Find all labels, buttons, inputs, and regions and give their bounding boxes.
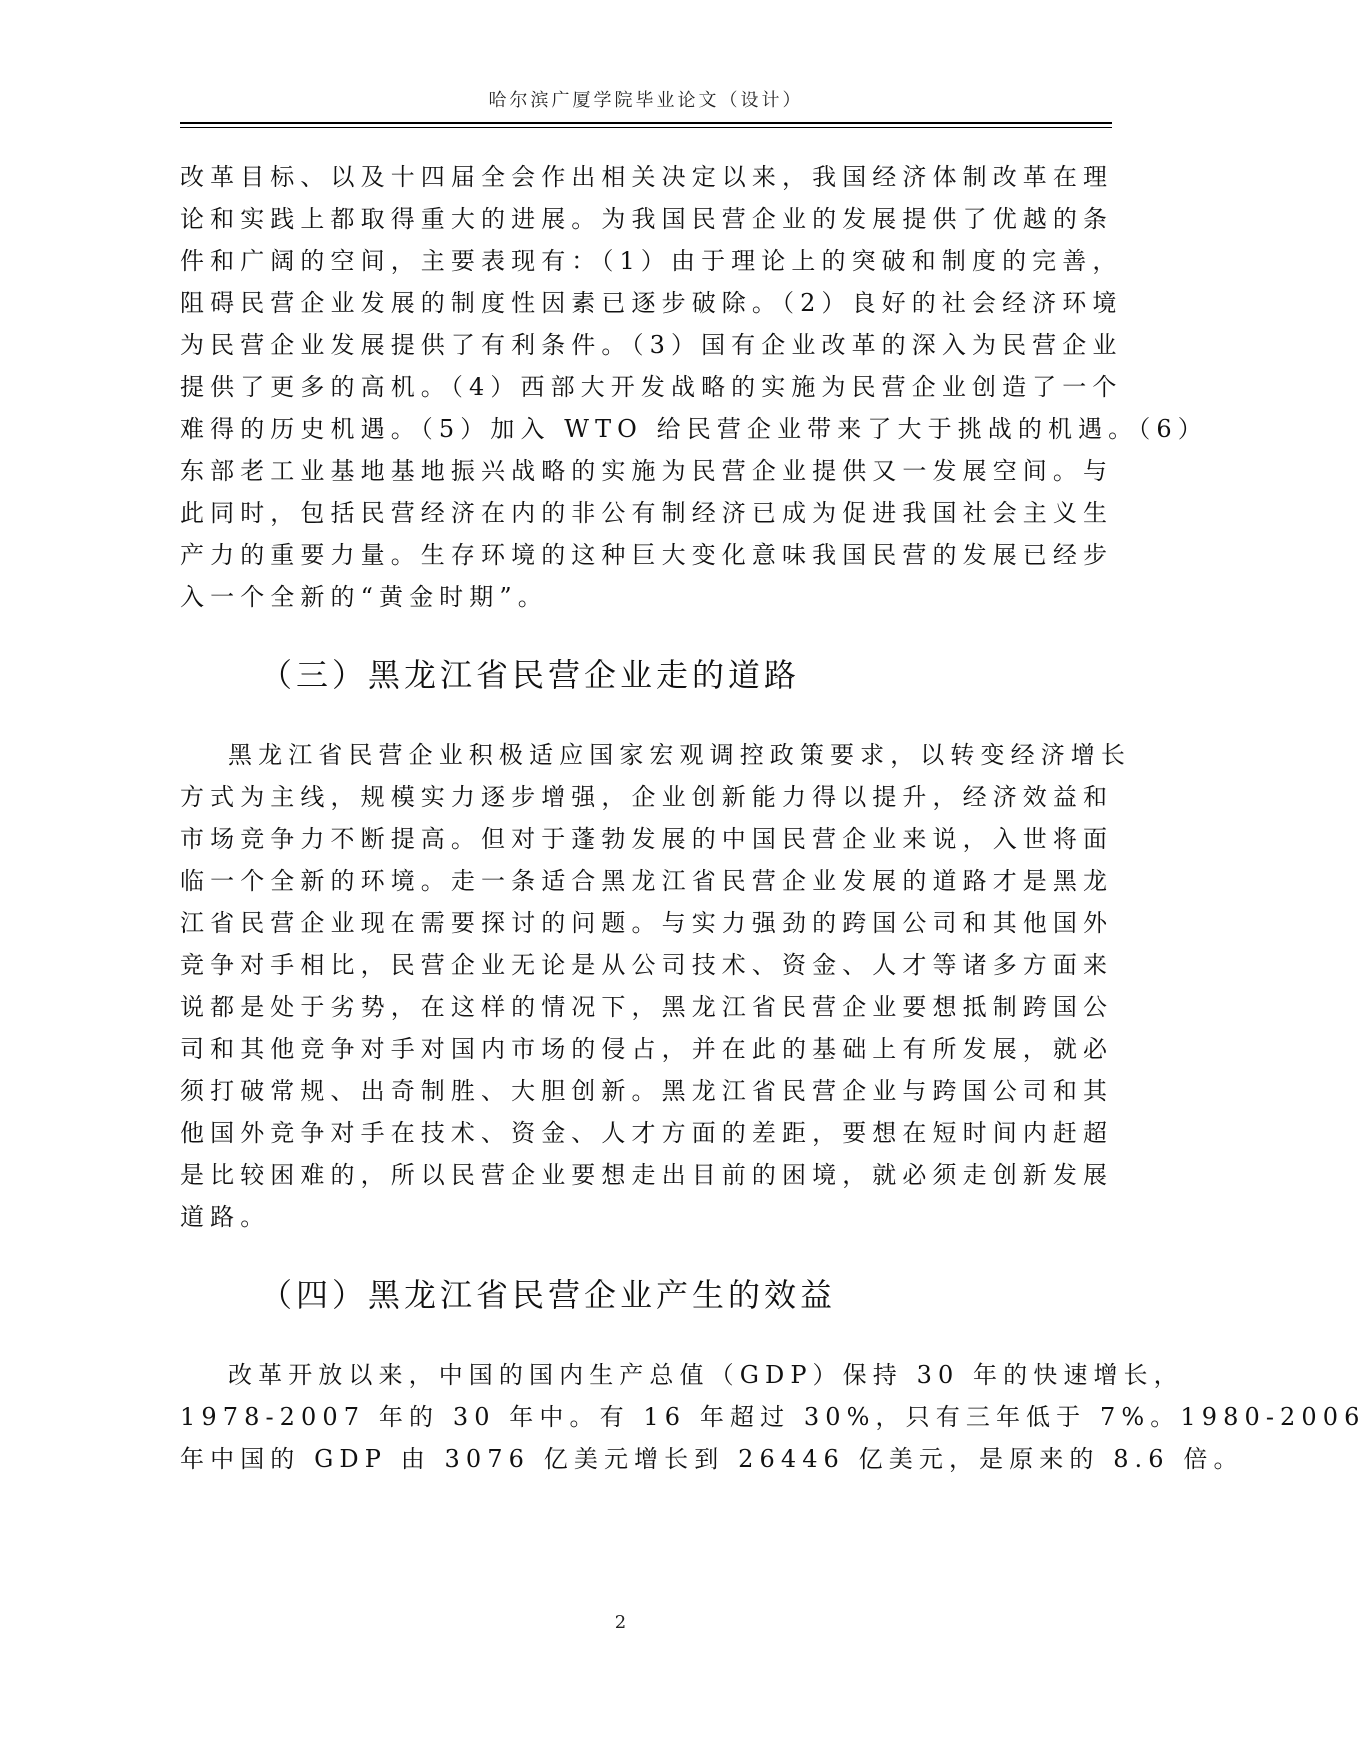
running-header: 哈尔滨广厦学院毕业论文（设计） bbox=[488, 90, 804, 111]
text-line: 是比较困难的，所以民营企业要想走出目前的困境，就必须走创新发展 bbox=[180, 1161, 1114, 1189]
section-heading-3: （三）黑龙江省民营企业走的道路 bbox=[260, 656, 801, 694]
text-line: 提供了更多的高机。（4）西部大开发战略的实施为民营企业创造了一个 bbox=[180, 373, 1123, 401]
text-line: 东部老工业基地基地振兴战略的实施为民营企业提供又一发展空间。与 bbox=[180, 457, 1114, 485]
text-line: 此同时，包括民营经济在内的非公有制经济已成为促进我国社会主义生 bbox=[180, 499, 1114, 527]
text-line: 件和广阔的空间，主要表现有：（1）由于理论上的突破和制度的完善， bbox=[180, 247, 1123, 275]
text-line: 论和实践上都取得重大的进展。为我国民营企业的发展提供了优越的条 bbox=[180, 205, 1114, 233]
header-rule-thin bbox=[180, 127, 1112, 128]
section-3-paragraph bbox=[180, 734, 1131, 1238]
section-4-paragraph bbox=[180, 1354, 1366, 1480]
text-line: 竞争对手相比，民营企业无论是从公司技术、资金、人才等诸多方面来 bbox=[180, 951, 1114, 979]
text-line: 道路。 bbox=[180, 1203, 271, 1231]
text-line: 司和其他竞争对手对国内市场的侵占，并在此的基础上有所发展，就必 bbox=[180, 1035, 1114, 1063]
text-line: 改革目标、以及十四届全会作出相关决定以来，我国经济体制改革在理 bbox=[180, 163, 1114, 191]
section-heading-4: （四）黑龙江省民营企业产生的效益 bbox=[260, 1276, 837, 1314]
intro-paragraph bbox=[180, 156, 1208, 618]
text-line: 入一个全新的“黄金时期”。 bbox=[180, 583, 548, 611]
text-line: 须打破常规、出奇制胜、大胆创新。黑龙江省民营企业与跨国公司和其 bbox=[180, 1077, 1114, 1105]
text-line: 阻碍民营企业发展的制度性因素已逐步破除。（2）良好的社会经济环境 bbox=[180, 289, 1123, 317]
header-rule-thick bbox=[180, 122, 1112, 124]
text-line: 临一个全新的环境。走一条适合黑龙江省民营企业发展的道路才是黑龙 bbox=[180, 867, 1114, 895]
text-line: 江省民营企业现在需要探讨的问题。与实力强劲的跨国公司和其他国外 bbox=[180, 909, 1114, 937]
page-body bbox=[180, 156, 1366, 1480]
text-line: 为民营企业发展提供了有利条件。（3）国有企业改革的深入为民营企业 bbox=[180, 331, 1123, 359]
text-line: 产力的重要力量。生存环境的这种巨大变化意味我国民营的发展已经步 bbox=[180, 541, 1114, 569]
text-line: 1978-2007 年的 30 年中。有 16 年超过 30%，只有三年低于 7%。1980-2006 bbox=[180, 1403, 1366, 1431]
text-line: 年中国的 GDP 由 3076 亿美元增长到 26446 亿美元，是原来的 8.6 倍。 bbox=[180, 1445, 1244, 1473]
text-line: 难得的历史机遇。（5）加入 WTO 给民营企业带来了大于挑战的机遇。（6） bbox=[180, 415, 1208, 443]
text-line: 方式为主线，规模实力逐步增强，企业创新能力得以提升，经济效益和 bbox=[180, 783, 1114, 811]
text-line: 说都是处于劣势，在这样的情况下，黑龙江省民营企业要想抵制跨国公 bbox=[180, 993, 1114, 1021]
page-number: 2 bbox=[614, 1612, 627, 1633]
text-line: 改革开放以来，中国的国内生产总值（GDP）保持 30 年的快速增长， bbox=[228, 1361, 1184, 1389]
text-line: 他国外竞争对手在技术、资金、人才方面的差距，要想在短时间内赶超 bbox=[180, 1119, 1114, 1147]
text-line: 黑龙江省民营企业积极适应国家宏观调控政策要求，以转变经济增长 bbox=[228, 741, 1131, 769]
text-line: 市场竞争力不断提高。但对于蓬勃发展的中国民营企业来说，入世将面 bbox=[180, 825, 1114, 853]
